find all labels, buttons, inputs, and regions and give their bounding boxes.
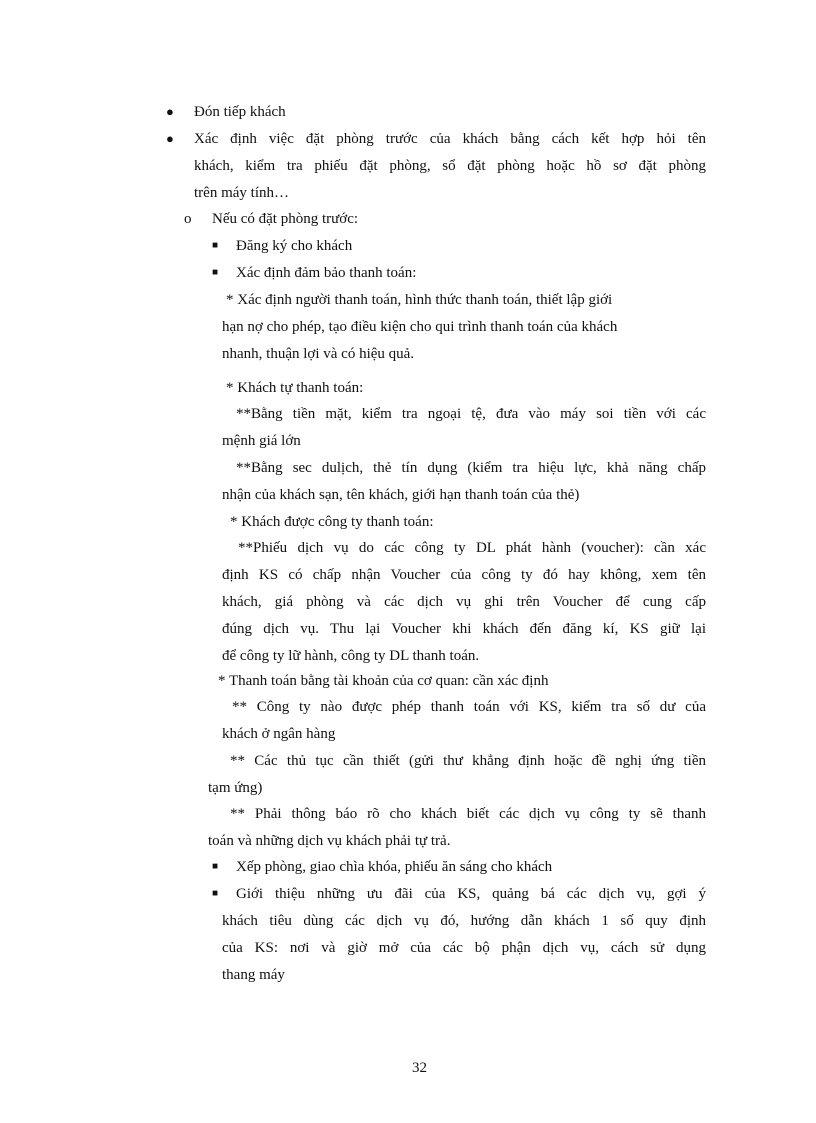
text-line: toán và những dịch vụ khách phải tự trả.	[208, 833, 451, 849]
bullet-dot-icon: ●	[166, 131, 174, 146]
text-line: khách tiêu dùng các dịch vụ đó, hướng dẫn khách 1 số quy định	[222, 913, 706, 929]
text-line: Đăng ký cho khách	[236, 238, 353, 254]
text-line: * Khách được công ty thanh toán:	[230, 514, 434, 530]
text-line: thang máy	[222, 967, 285, 983]
text-line: tạm ứng)	[208, 780, 263, 796]
text-line: Xác định đảm bảo thanh toán:	[236, 265, 417, 281]
text-line: định KS có chấp nhận Voucher của công ty đó hay không, xem tên	[222, 567, 706, 583]
text-line: **Phiếu dịch vụ do các công ty DL phát hành (voucher): cần xác	[238, 540, 706, 556]
text-line: Xác định việc đặt phòng trước của khách bằng cách kết hợp hỏi tên	[194, 131, 706, 147]
text-line: hạn nợ cho phép, tạo điều kiện cho qui trình thanh toán của khách	[222, 319, 618, 335]
text-line: nhận của khách sạn, tên khách, giới hạn thanh toán của thẻ)	[222, 487, 580, 503]
bullet-dot-icon: ●	[166, 104, 174, 119]
bullet-square-icon: ■	[212, 888, 219, 899]
text-line: Xếp phòng, giao chìa khóa, phiếu ăn sáng cho khách	[236, 859, 553, 875]
text-line: * Thanh toán bằng tài khoản của cơ quan: cần xác định	[218, 673, 549, 689]
text-line: của KS: nơi và giờ mở của các bộ phận dịch vụ, cách sử dụng	[222, 940, 706, 956]
text-line: để công ty lữ hành, công ty DL thanh toán.	[222, 648, 480, 664]
bullet-circle-icon: o	[184, 211, 192, 227]
text-line: * Khách tự thanh toán:	[226, 380, 364, 396]
text-line: mệnh giá lớn	[222, 433, 301, 449]
text-line: khách, kiểm tra phiếu đặt phòng, sổ đặt phòng hoặc hồ sơ đặt phòng	[194, 158, 706, 174]
bullet-square-icon: ■	[212, 861, 219, 872]
text-line: đúng dịch vụ. Thu lại Voucher khi khách đến đăng kí, KS giữ lại	[222, 621, 706, 637]
text-line: ** Công ty nào được phép thanh toán với KS, kiểm tra số dư của	[232, 699, 706, 715]
text-line: **Bằng sec dulịch, thẻ tín dụng (kiểm tra hiệu lực, khả năng chấp	[236, 460, 706, 476]
text-line: ** Các thủ tục cần thiết (gửi thư khẳng định hoặc đề nghị ứng tiền	[230, 753, 706, 769]
text-line: ** Phải thông báo rõ cho khách biết các dịch vụ công ty sẽ thanh	[230, 806, 706, 822]
text-line: nhanh, thuận lợi và có hiệu quả.	[222, 346, 415, 362]
text-line: **Bằng tiền mặt, kiểm tra ngoại tệ, đưa vào máy soi tiền với các	[236, 406, 706, 422]
bullet-square-icon: ■	[212, 267, 219, 278]
text-line: Đón tiếp khách	[194, 104, 286, 120]
bullet-square-icon: ■	[212, 240, 219, 251]
text-line: Giới thiệu những ưu đãi của KS, quảng bá các dịch vụ, gợi ý	[236, 886, 706, 902]
text-line: khách, giá phòng và các dịch vụ ghi trên Voucher để cung cấp	[222, 594, 706, 610]
text-line: trên máy tính…	[194, 185, 289, 201]
text-line: * Xác định người thanh toán, hình thức thanh toán, thiết lập giới	[226, 292, 613, 308]
text-line: khách ở ngân hàng	[222, 726, 336, 742]
text-line: Nếu có đặt phòng trước:	[212, 211, 359, 227]
page-number: 32	[412, 1060, 427, 1076]
